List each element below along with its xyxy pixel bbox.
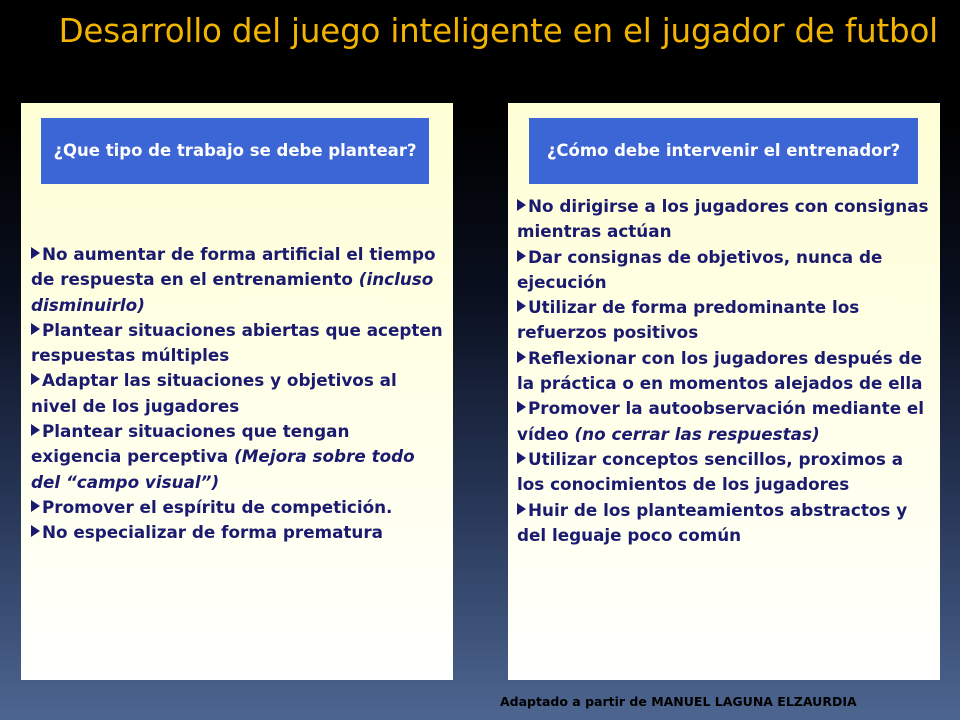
right-bullet-list (517, 194, 932, 548)
list-item: Dar consignas de objetivos, nunca de ejecución (517, 246, 883, 292)
arrow-bullet-icon (517, 250, 526, 262)
arrow-bullet-icon (517, 452, 526, 464)
credit-note: Adaptado a partir de MANUEL LAGUNA ELZAURDIA (500, 694, 857, 709)
left-bullet-list (31, 242, 443, 546)
list-item: Huir de los planteamientos abstractos y del leguaje poco común (517, 499, 908, 545)
list-item: No especializar de forma prematura (31, 520, 443, 545)
arrow-bullet-icon (31, 500, 40, 512)
list-item: Reflexionar con los jugadores después de la práctica o en momentos alejados de ella (517, 347, 923, 394)
left-panel (21, 103, 453, 680)
list-item: Plantear situaciones que tengan exigencia perceptiva (Mejora sobre todo del “campo visual”) (31, 421, 415, 492)
arrow-bullet-icon (31, 323, 40, 335)
right-question-heading: ¿Cómo debe intervenir el entrenador? (529, 118, 918, 184)
list-item: Plantear situaciones abiertas que acepten respuestas múltiples (31, 319, 443, 366)
arrow-bullet-icon (517, 300, 526, 312)
list-item: No dirigirse a los jugadores con consignas mientras actúan (517, 196, 929, 242)
list-item: Utilizar de forma predominante los refuerzos positivos (517, 297, 860, 343)
left-question-heading: ¿Que tipo de trabajo se debe plantear? (41, 118, 429, 184)
list-item: Adaptar las situaciones y objetivos al nivel de los jugadores (31, 370, 397, 416)
slide-title: Desarrollo del juego inteligente en el jugador de futbol (58, 12, 938, 50)
arrow-bullet-icon (31, 424, 40, 436)
right-panel (508, 103, 940, 680)
arrow-bullet-icon (31, 373, 40, 385)
arrow-bullet-icon (517, 503, 526, 515)
arrow-bullet-icon (517, 401, 526, 413)
list-item: No aumentar de forma artificial el tiempo de respuesta en el entrenamiento (incluso disminuirlo) (31, 244, 436, 315)
arrow-bullet-icon (31, 525, 40, 537)
arrow-bullet-icon (517, 199, 526, 211)
list-item: Promover el espíritu de competición. (31, 495, 443, 520)
list-item: Utilizar conceptos sencillos, proximos a los conocimientos de los jugadores (517, 448, 904, 495)
arrow-bullet-icon (517, 351, 526, 363)
list-item: Promover la autoobservación mediante el vídeo (no cerrar las respuestas) (517, 398, 925, 444)
arrow-bullet-icon (31, 247, 40, 259)
